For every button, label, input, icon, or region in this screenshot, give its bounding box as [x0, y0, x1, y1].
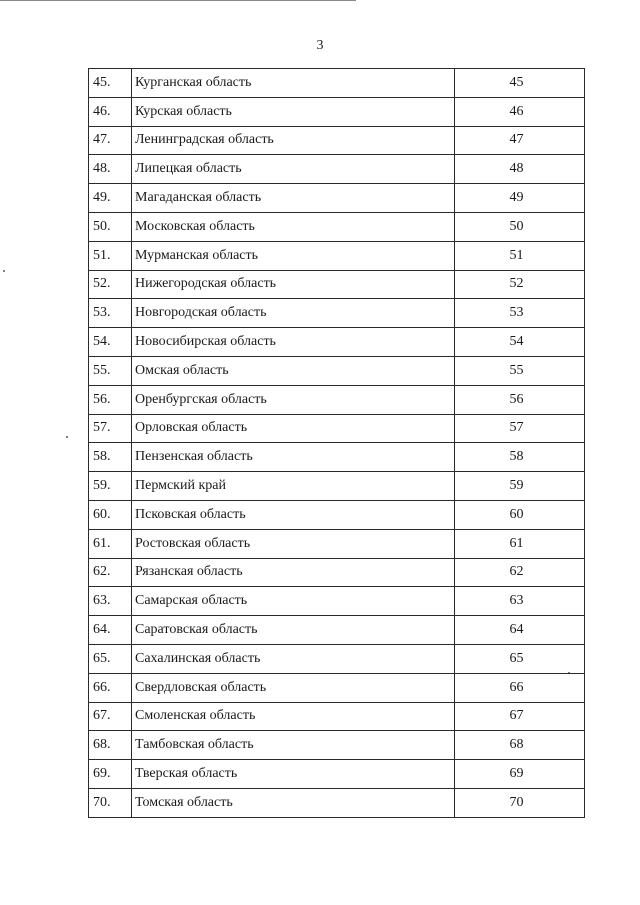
row-number-cell: 47.	[89, 126, 132, 155]
table-row	[89, 443, 585, 472]
table-row	[89, 587, 585, 616]
table-row	[89, 126, 585, 155]
table-row	[89, 356, 585, 385]
region-name-cell: Ростовская область	[132, 529, 455, 558]
region-name-cell: Магаданская область	[132, 184, 455, 213]
region-code-cell: 66	[455, 673, 585, 702]
region-code-cell: 45	[455, 69, 585, 98]
page-number: 3	[316, 38, 324, 53]
region-name-cell: Московская область	[132, 212, 455, 241]
row-number-cell: 49.	[89, 184, 132, 213]
row-number-cell: 53.	[89, 299, 132, 328]
table-row	[89, 731, 585, 760]
region-code-cell: 67	[455, 702, 585, 731]
row-number-cell: 52.	[89, 270, 132, 299]
region-name-cell: Новосибирская область	[132, 328, 455, 357]
region-name-cell: Липецкая область	[132, 155, 455, 184]
row-number-cell: 48.	[89, 155, 132, 184]
region-name-cell: Курганская область	[132, 69, 455, 98]
region-name-cell: Псковская область	[132, 500, 455, 529]
row-number-cell: 58.	[89, 443, 132, 472]
row-number-cell: 57.	[89, 414, 132, 443]
region-code-cell: 64	[455, 616, 585, 645]
region-name-cell: Смоленская область	[132, 702, 455, 731]
region-name-cell: Курская область	[132, 97, 455, 126]
row-number-cell: 69.	[89, 760, 132, 789]
region-code-cell: 49	[455, 184, 585, 213]
region-name-cell: Мурманская область	[132, 241, 455, 270]
table-row	[89, 644, 585, 673]
region-code-cell: 62	[455, 558, 585, 587]
row-number-cell: 54.	[89, 328, 132, 357]
table-row	[89, 500, 585, 529]
table-row	[89, 702, 585, 731]
table-row	[89, 155, 585, 184]
region-name-cell: Тамбовская область	[132, 731, 455, 760]
row-number-cell: 51.	[89, 241, 132, 270]
region-code-cell: 59	[455, 472, 585, 501]
row-number-cell: 61.	[89, 529, 132, 558]
row-number-cell: 65.	[89, 644, 132, 673]
region-code-cell: 68	[455, 731, 585, 760]
regions-table	[88, 68, 585, 818]
region-name-cell: Пермский край	[132, 472, 455, 501]
region-name-cell: Сахалинская область	[132, 644, 455, 673]
region-code-cell: 48	[455, 155, 585, 184]
region-name-cell: Новгородская область	[132, 299, 455, 328]
row-number-cell: 45.	[89, 69, 132, 98]
region-name-cell: Омская область	[132, 356, 455, 385]
table-row	[89, 241, 585, 270]
table-row	[89, 472, 585, 501]
row-number-cell: 68.	[89, 731, 132, 760]
regions-table-body	[89, 69, 585, 818]
region-name-cell: Рязанская область	[132, 558, 455, 587]
region-name-cell: Самарская область	[132, 587, 455, 616]
region-name-cell: Свердловская область	[132, 673, 455, 702]
region-name-cell: Саратовская область	[132, 616, 455, 645]
scan-speck	[66, 436, 68, 438]
region-name-cell: Оренбургская область	[132, 385, 455, 414]
region-code-cell: 70	[455, 788, 585, 817]
table-row	[89, 212, 585, 241]
region-code-cell: 60	[455, 500, 585, 529]
row-number-cell: 59.	[89, 472, 132, 501]
region-code-cell: 51	[455, 241, 585, 270]
region-code-cell: 61	[455, 529, 585, 558]
table-row	[89, 414, 585, 443]
region-name-cell: Ленинградская область	[132, 126, 455, 155]
table-row	[89, 788, 585, 817]
table-row	[89, 558, 585, 587]
region-name-cell: Пензенская область	[132, 443, 455, 472]
region-code-cell: 65	[455, 644, 585, 673]
table-row	[89, 270, 585, 299]
region-code-cell: 53	[455, 299, 585, 328]
region-code-cell: 58	[455, 443, 585, 472]
table-row	[89, 328, 585, 357]
row-number-cell: 62.	[89, 558, 132, 587]
region-code-cell: 52	[455, 270, 585, 299]
region-code-cell: 46	[455, 97, 585, 126]
table-row	[89, 385, 585, 414]
row-number-cell: 50.	[89, 212, 132, 241]
region-code-cell: 56	[455, 385, 585, 414]
region-code-cell: 47	[455, 126, 585, 155]
row-number-cell: 70.	[89, 788, 132, 817]
row-number-cell: 64.	[89, 616, 132, 645]
row-number-cell: 63.	[89, 587, 132, 616]
table-row	[89, 69, 585, 98]
row-number-cell: 67.	[89, 702, 132, 731]
scan-speck	[3, 270, 5, 272]
region-code-cell: 57	[455, 414, 585, 443]
row-number-cell: 60.	[89, 500, 132, 529]
region-code-cell: 50	[455, 212, 585, 241]
table-row	[89, 97, 585, 126]
region-name-cell: Орловская область	[132, 414, 455, 443]
region-code-cell: 55	[455, 356, 585, 385]
table-row	[89, 673, 585, 702]
row-number-cell: 66.	[89, 673, 132, 702]
row-number-cell: 56.	[89, 385, 132, 414]
region-code-cell: 69	[455, 760, 585, 789]
table-row	[89, 529, 585, 558]
region-name-cell: Нижегородская область	[132, 270, 455, 299]
region-code-cell: 54	[455, 328, 585, 357]
scan-top-rule	[0, 0, 356, 1]
table-row	[89, 184, 585, 213]
row-number-cell: 46.	[89, 97, 132, 126]
row-number-cell: 55.	[89, 356, 132, 385]
table-row	[89, 760, 585, 789]
region-name-cell: Тверская область	[132, 760, 455, 789]
region-code-cell: 63	[455, 587, 585, 616]
table-row	[89, 299, 585, 328]
region-name-cell: Томская область	[132, 788, 455, 817]
table-row	[89, 616, 585, 645]
